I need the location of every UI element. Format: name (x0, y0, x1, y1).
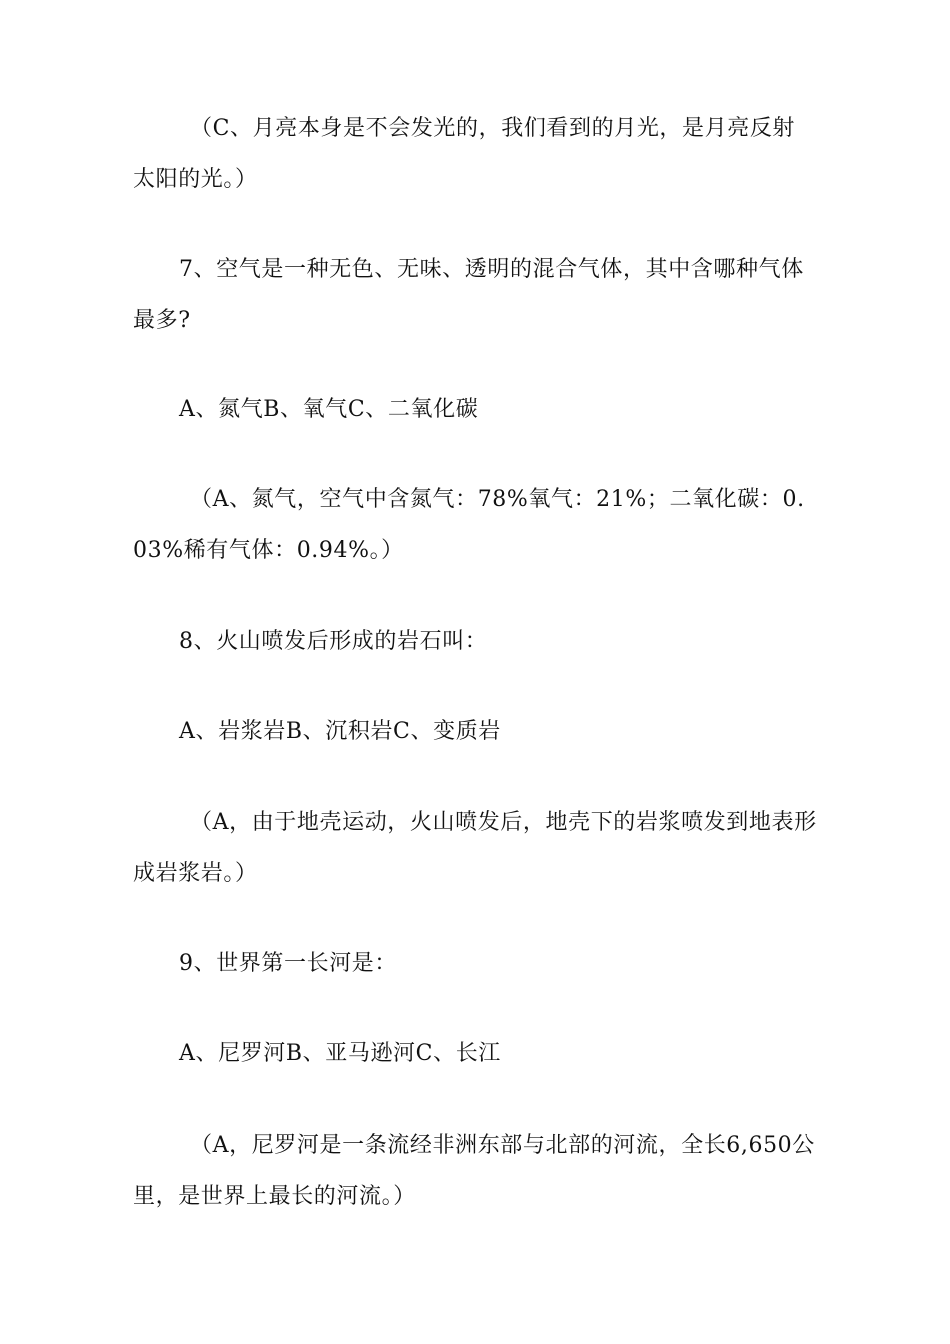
options-paragraph-8: A、岩浆岩B、沉积岩C、变质岩 (179, 719, 501, 744)
options-paragraph-9: A、尼罗河B、亚马逊河C、长江 (179, 1041, 501, 1066)
question-paragraph-9: 9、世界第一长河是： (179, 951, 397, 976)
answer-paragraph-6: （C、月亮本身是不会发光的，我们看到的月光，是月亮反射太阳的光。） (133, 116, 796, 192)
question-paragraph-8: 8、火山喷发后形成的岩石叫： (179, 629, 488, 654)
options-paragraph-7: A、氮气B、氧气C、二氧化碳 (179, 397, 479, 422)
question-paragraph-7: 7、空气是一种无色、无味、透明的混合气体，其中含哪种气体最多? (133, 257, 804, 333)
answer-paragraph-8: （A，由于地壳运动，火山喷发后，地壳下的岩浆喷发到地表形成岩浆岩。） (133, 810, 817, 886)
answer-paragraph-9: （A，尼罗河是一条流经非洲东部与北部的河流，全长6,650公里，是世界上最长的河流。） (133, 1133, 815, 1209)
answer-paragraph-7: （A、氮气，空气中含氮气：78%氧气：21%；二氧化碳：0.03%稀有气体：0.94%。） (133, 487, 805, 563)
